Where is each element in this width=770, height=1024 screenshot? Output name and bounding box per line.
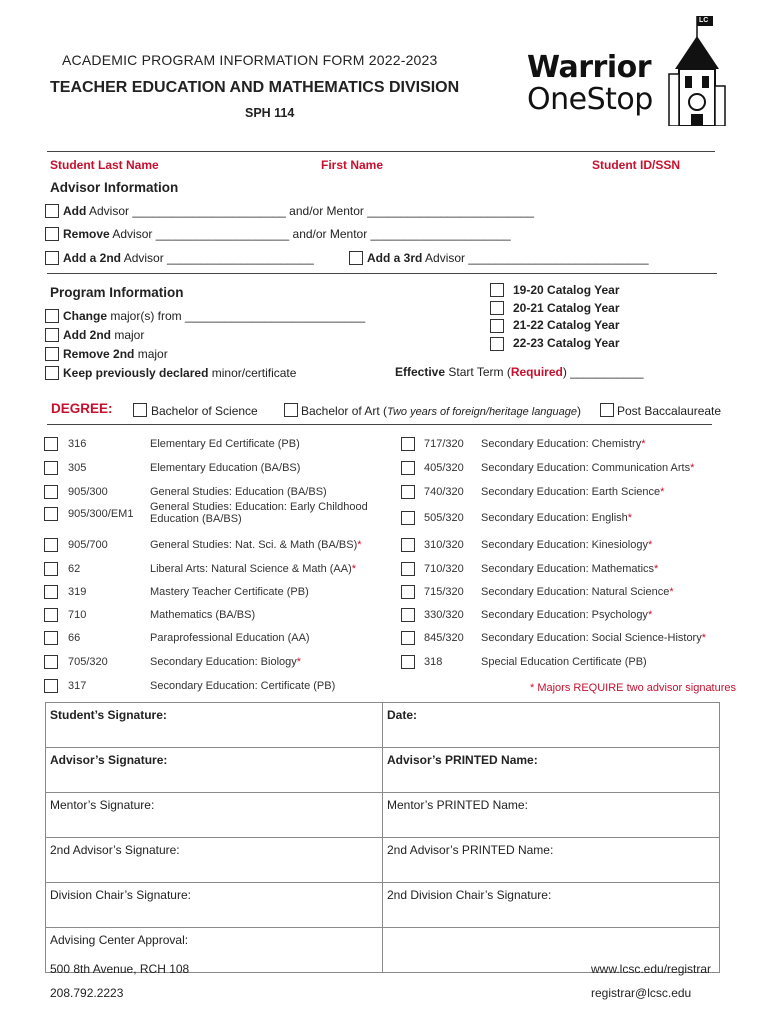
major-name-text: General Studies: Nat. Sci. & Math (BA/BS) [150,539,358,551]
right-major-checkbox[interactable] [401,562,415,576]
required-star: * [351,563,357,575]
bs-checkbox[interactable] [133,403,147,417]
left-major-name [150,501,368,525]
required-star: * [701,632,707,644]
left-major-name [150,586,309,598]
signature-row [46,748,720,793]
right-major-code: 318 [424,656,443,668]
warrior-onestop-logo [527,14,727,126]
catalog-2223-label: 22-23 Catalog Year [513,336,620,350]
add-2nd-major-label [63,328,144,342]
right-major-checkbox[interactable] [401,608,415,622]
left-major-code: 905/300 [68,486,108,498]
catalog-1920-checkbox[interactable] [490,283,504,297]
required-star: * [669,586,674,598]
degree-divider [47,424,712,425]
major-name-text: Mastery Teacher Certificate (PB) [150,586,309,598]
clock-tower-icon [667,14,727,126]
add-advisor-bold: Add [63,204,87,218]
logo-line-1: Warrior [527,50,652,85]
logo-line-2: OneStop [527,82,653,117]
catalog-1920-label: 19-20 Catalog Year [513,283,620,297]
add-3rd-advisor-label [367,251,649,265]
signature-field-right[interactable]: Mentor’s PRINTED Name: [383,793,720,838]
left-major-code: 62 [68,563,81,575]
left-major-checkbox[interactable] [44,655,58,669]
major-name-text: Paraprofessional Education (AA) [150,632,310,644]
required-star: * [660,486,665,498]
left-major-checkbox[interactable] [44,507,58,521]
room-number: SPH 114 [245,106,295,120]
add-advisor-label [63,204,534,218]
advisor-divider [47,273,717,274]
left-major-name [150,486,327,498]
major-name-text: Secondary Education: Communication Arts [481,462,691,474]
add-2nd-advisor-rest: Advisor ______________________ [121,251,314,265]
major-name-text: Elementary Education (BA/BS) [150,462,301,474]
major-name-text: Secondary Education: Social Science-History [481,632,702,644]
majors-note: * Majors REQUIRE two advisor signatures [530,682,737,694]
right-major-name [481,563,658,575]
right-major-checkbox[interactable] [401,511,415,525]
right-major-checkbox[interactable] [401,655,415,669]
keep-minor-bold: Keep previously declared [63,366,209,380]
left-major-code: 905/700 [68,539,108,551]
signature-field[interactable]: Division Chair’s Signature: [46,883,383,928]
required-star: * [647,539,653,551]
left-major-code: 319 [68,586,87,598]
left-major-checkbox[interactable] [44,631,58,645]
add-2nd-major-checkbox[interactable] [45,328,59,342]
left-major-code: 710 [68,609,87,621]
bs-label: Bachelor of Science [151,404,258,418]
form-title: ACADEMIC PROGRAM INFORMATION FORM 2022-2023 [62,52,438,68]
right-major-code: 715/320 [424,586,464,598]
ba-text: Bachelor of Art ( [301,404,388,418]
left-major-checkbox[interactable] [44,538,58,552]
ba-note: Two years of foreign/heritage language [387,406,578,418]
degree-label: DEGREE: [51,401,113,416]
pb-checkbox[interactable] [600,403,614,417]
pb-label: Post Baccalaureate [617,404,722,418]
right-major-code: 740/320 [424,486,464,498]
remove-advisor-label [63,227,511,241]
student-id-label: Student ID/SSN [592,158,681,172]
add-2nd-advisor-label [63,251,314,265]
effective-rest: Start Term ( [445,365,511,379]
change-major-rest: major(s) from ___________________________ [107,309,366,323]
footer-address: 500 8th Avenue, RCH 108 [50,962,190,976]
major-name-text: Liberal Arts: Natural Science & Math (AA) [150,563,352,575]
required-star: * [627,512,633,524]
left-major-checkbox[interactable] [44,485,58,499]
major-name-text: Elementary Ed Certificate (PB) [150,438,300,450]
right-major-name [481,486,664,498]
keep-minor-rest: minor/certificate [208,366,297,380]
catalog-2223-checkbox[interactable] [490,337,504,351]
right-major-code: 710/320 [424,563,464,575]
required-star: * [690,462,695,474]
right-major-checkbox[interactable] [401,437,415,451]
signature-field[interactable]: Student’s Signature: [46,703,383,748]
major-name-text: Secondary Education: Chemistry [481,438,642,450]
right-major-name [481,656,647,668]
left-major-name [150,656,301,668]
signature-field[interactable]: Advising Center Approval: [46,928,383,973]
remove-2nd-major-checkbox[interactable] [45,347,59,361]
major-name-text: Secondary Education: Biology [150,656,297,668]
catalog-2122-label: 21-22 Catalog Year [513,318,620,332]
signature-field[interactable]: Advisor’s Signature: [46,748,383,793]
left-major-name [150,563,356,575]
remove-advisor-rest: Advisor ____________________ and/or Mentor _____________________ [109,227,511,241]
effective-end: ) ___________ [562,365,644,379]
right-major-code: 405/320 [424,462,464,474]
right-major-name [481,632,706,644]
left-major-name [150,680,335,692]
remove-advisor-checkbox[interactable] [45,227,59,241]
signature-row [46,793,720,838]
flag-text: LC [699,17,709,24]
add-2nd-major-rest: major [111,328,145,342]
add-2nd-advisor-checkbox[interactable] [45,251,59,265]
right-major-name [481,512,632,524]
required-star: * [654,563,659,575]
add-3rd-advisor-rest: Advisor ___________________________ [422,251,649,265]
footer-web: www.lcsc.edu/registrar [591,962,712,976]
add-3rd-advisor-checkbox[interactable] [349,251,363,265]
required-star: * [357,539,362,551]
first-name-label: First Name [321,158,384,172]
major-name-text: Secondary Education: Natural Science [481,586,670,598]
major-name-text: Secondary Education: Kinesiology [481,539,648,551]
footer-phone: 208.792.2223 [50,986,124,1000]
ba-end: ) [577,404,582,418]
catalog-2021-checkbox[interactable] [490,301,504,315]
signature-field-right[interactable]: 2nd Division Chair’s Signature: [383,883,720,928]
right-major-code: 717/320 [424,438,464,450]
remove-advisor-bold: Remove [63,227,110,241]
left-major-code: 305 [68,462,87,474]
ba-label [301,404,581,418]
ba-checkbox[interactable] [284,403,298,417]
major-name-text: Special Education Certificate (PB) [481,656,647,668]
left-major-code: 905/300/EM1 [68,508,134,520]
remove-2nd-major-rest: major [134,347,168,361]
right-major-name [481,462,694,474]
major-name-text: Secondary Education: English [481,512,628,524]
program-info-heading: Program Information [50,285,184,300]
major-name-text-2: Education (BA/BS) [150,513,242,525]
signature-row [46,838,720,883]
add-advisor-checkbox[interactable] [45,204,59,218]
signature-row [46,883,720,928]
right-major-checkbox[interactable] [401,485,415,499]
add-advisor-rest: Advisor _______________________ and/or Mentor _________________________ [86,204,535,218]
left-major-checkbox[interactable] [44,461,58,475]
add-2nd-major-bold: Add 2nd [63,328,111,342]
effective-start-term [395,365,644,379]
right-major-checkbox[interactable] [401,461,415,475]
left-major-name [150,539,362,551]
right-major-checkbox[interactable] [401,538,415,552]
right-major-code: 505/320 [424,512,464,524]
right-major-name [481,586,674,598]
major-name-text: Mathematics (BA/BS) [150,609,256,621]
change-major-bold: Change [63,309,108,323]
left-major-code: 316 [68,438,87,450]
major-name-text: Secondary Education: Psychology [481,609,648,621]
right-major-checkbox[interactable] [401,585,415,599]
signature-row [46,703,720,748]
add-3rd-advisor-bold: Add a 3rd [367,251,423,265]
right-major-code: 845/320 [424,632,464,644]
keep-minor-checkbox[interactable] [45,366,59,380]
footer-email: registrar@lcsc.edu [591,986,692,1000]
major-name-text: General Studies: Education: Early Childhood [150,501,368,513]
signature-field-right[interactable]: 2nd Advisor’s PRINTED Name: [383,838,720,883]
division-title: TEACHER EDUCATION AND MATHEMATICS DIVISION [50,79,460,96]
left-major-checkbox[interactable] [44,562,58,576]
left-major-code: 705/320 [68,656,108,668]
student-name-line [47,151,715,152]
change-major-checkbox[interactable] [45,309,59,323]
student-last-name-label: Student Last Name [50,158,159,172]
left-major-name [150,609,255,621]
right-major-name [481,609,652,621]
major-name-text: Secondary Education: Earth Science [481,486,661,498]
major-name-text: Secondary Education: Mathematics [481,563,655,575]
left-major-checkbox[interactable] [44,608,58,622]
right-major-name [481,539,652,551]
signature-field-right[interactable]: Date: [383,703,720,748]
required-star: * [647,609,653,621]
right-major-name [481,438,645,450]
keep-minor-label [63,366,296,380]
left-major-checkbox[interactable] [44,437,58,451]
major-name-text: Secondary Education: Certificate (PB) [150,680,336,692]
right-major-checkbox[interactable] [401,631,415,645]
right-major-code: 310/320 [424,539,464,551]
left-major-code: 317 [68,680,87,692]
left-major-checkbox[interactable] [44,679,58,693]
signature-field[interactable]: Mentor’s Signature: [46,793,383,838]
required-star: * [296,656,302,668]
right-major-code: 330/320 [424,609,464,621]
remove-2nd-major-label [63,347,168,361]
catalog-2021-label: 20-21 Catalog Year [513,301,620,315]
left-major-name [150,632,310,644]
signature-field[interactable]: 2nd Advisor’s Signature: [46,838,383,883]
remove-2nd-major-bold: Remove 2nd [63,347,135,361]
left-major-code: 66 [68,632,81,644]
left-major-name [150,462,300,474]
change-major-label [63,309,365,323]
required-label: Required [510,365,563,379]
left-major-checkbox[interactable] [44,585,58,599]
left-major-name [150,438,300,450]
required-star: * [641,438,646,450]
major-name-text: General Studies: Education (BA/BS) [150,486,327,498]
signature-table [45,702,720,973]
effective-bold: Effective [395,365,446,379]
catalog-2122-checkbox[interactable] [490,319,504,333]
advisor-info-heading: Advisor Information [50,180,179,195]
add-2nd-advisor-bold: Add a 2nd [63,251,122,265]
signature-field-right[interactable]: Advisor’s PRINTED Name: [383,748,720,793]
